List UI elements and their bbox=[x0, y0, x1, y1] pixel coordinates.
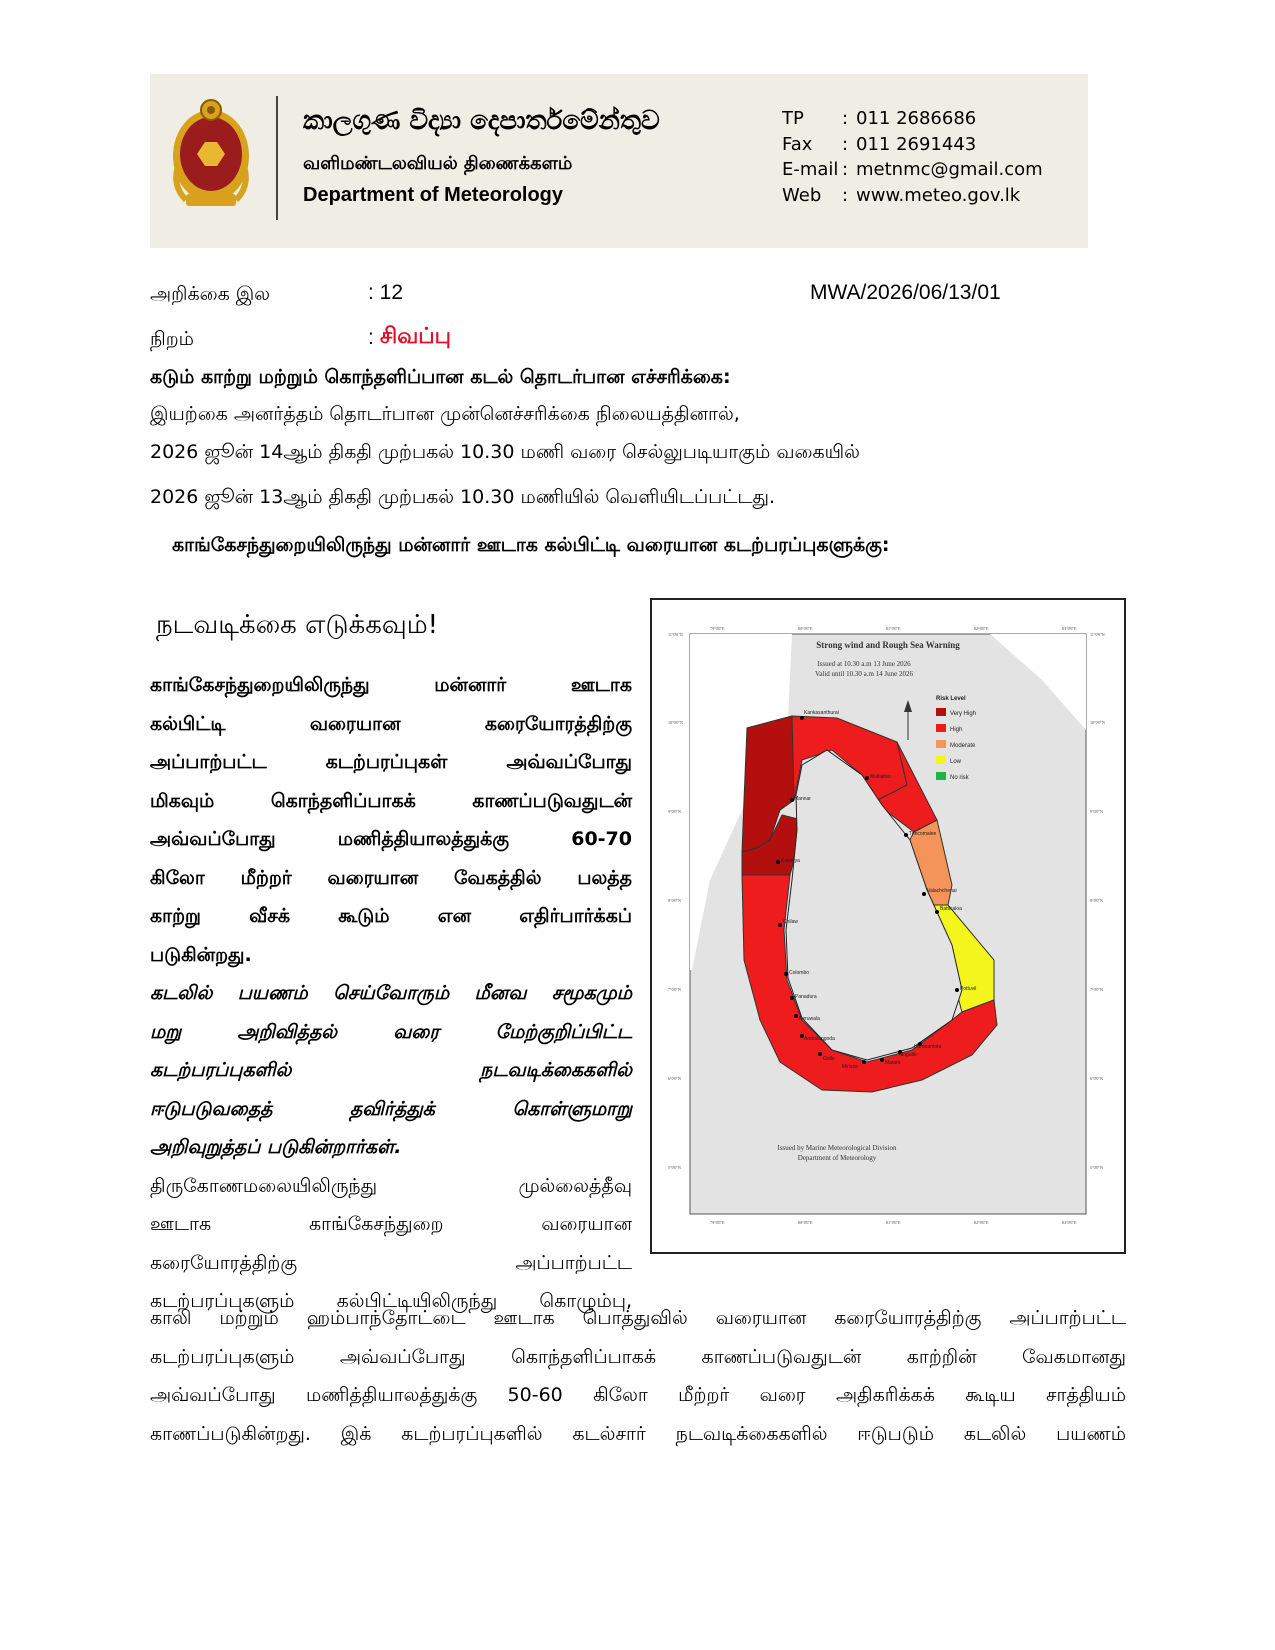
map-issued: Issued at 10.30 a.m 13 June 2026 bbox=[817, 660, 911, 668]
place-label: Kalpitiya bbox=[781, 858, 800, 864]
lon-tick: 81°0'0"E bbox=[886, 1220, 901, 1225]
action-line: அவ்வப்போது மணித்தியாலத்துக்கு 60-70 bbox=[150, 828, 632, 850]
lat-tick: 10°0'0"N bbox=[1090, 720, 1105, 725]
advisory-line: கடலில் பயணம் செய்வோரும் மீனவ சமூகமும் bbox=[150, 982, 632, 1004]
contact-web[interactable]: Web : www.meteo.gov.lk bbox=[782, 184, 1021, 206]
map-title: Strong wind and Rough Sea Warning bbox=[816, 640, 960, 650]
legend-title: Risk Level bbox=[936, 696, 966, 702]
legend-label: Low bbox=[950, 759, 962, 765]
action-text bbox=[150, 666, 632, 1321]
lon-tick: 79°0'0"E bbox=[710, 626, 725, 631]
lat-tick: 6°0'0"N bbox=[1090, 1076, 1103, 1081]
dept-name-sinhala: කාලගුණ විද්‍යා දෙපාර්තමේන්තුව bbox=[303, 106, 660, 136]
lon-tick: 82°0'0"E bbox=[974, 1220, 989, 1225]
advisory-line: அறிவுறுத்தப் படுகின்றார்கள். bbox=[150, 1136, 402, 1158]
coast-line: கடற்பரப்புகளும் கல்பிட்டியிலிருந்து கொழும்பு, bbox=[150, 1290, 632, 1312]
place-label: Galle bbox=[823, 1056, 835, 1062]
color-separator: : bbox=[368, 326, 374, 349]
color-label: நிறம் bbox=[150, 328, 194, 350]
action-line: படுகின்றது. bbox=[150, 943, 252, 966]
header-divider bbox=[276, 96, 278, 220]
report-number-value: : 12 bbox=[368, 281, 404, 304]
place-label: Chilaw bbox=[783, 919, 799, 925]
warning-map bbox=[650, 598, 1126, 1254]
legend-label: High bbox=[950, 727, 963, 733]
place-label: Colombo bbox=[789, 970, 810, 976]
lat-tick: 10°0'0"N bbox=[668, 720, 683, 725]
color-value: சிவப்பு bbox=[380, 324, 452, 349]
lat-tick: 8°0'0"N bbox=[668, 898, 681, 903]
national-emblem-icon bbox=[170, 96, 252, 212]
lat-tick: 11°0'0"N bbox=[668, 632, 683, 637]
continuation-line: காலி மற்றும் ஹம்பாந்தோட்டை ஊடாக பொத்துவில் வரையான கரையோரத்திற்கு அப்பாற்பட்ட bbox=[150, 1307, 1126, 1329]
legend-swatch bbox=[936, 708, 946, 716]
lat-tick: 5°0'0"N bbox=[1090, 1165, 1103, 1170]
continuation-line: காணப்படுகின்றது. இக் கடற்பரப்புகளில் கடல்சார் நடவடிக்கைகளில் ஈடுபடும் கடலில் பயணம் bbox=[150, 1422, 1126, 1445]
dept-name-tamil: வளிமண்டலவியல் திணைக்களம் bbox=[303, 153, 573, 174]
contact-phone: TP : 011 2686686 bbox=[782, 108, 977, 129]
place-label: Valachchenai bbox=[927, 888, 957, 894]
place-label: Kankasanthurai bbox=[804, 710, 839, 716]
coast-line: ஊடாக காங்கேசந்துறை வரையான bbox=[150, 1213, 632, 1235]
action-line: கிலோ மீற்றர் வரையான வேகத்தில் பலத்த bbox=[150, 866, 632, 889]
coast-line: திருகோணமலையிலிருந்து முல்லைத்தீவு bbox=[150, 1174, 632, 1197]
legend-swatch bbox=[936, 740, 946, 748]
contact-email[interactable]: E-mail : metnmc@gmail.com bbox=[782, 159, 1043, 180]
lon-tick: 81°0'0"E bbox=[886, 626, 901, 631]
place-label: Panadura bbox=[795, 994, 817, 1000]
continuation-line: கடற்பரப்புகளும் அவ்வப்போது கொந்தளிப்பாகக் காணப்படுவதுடன் காற்றின் வேகமானது bbox=[150, 1345, 1126, 1368]
lat-tick: 9°0'0"N bbox=[1090, 809, 1103, 814]
legend-swatch bbox=[936, 724, 946, 732]
action-line: அப்பாற்பட்ட கடற்பரப்புகள் அவ்வப்போது bbox=[150, 751, 632, 773]
place-label: Mannar bbox=[794, 796, 811, 802]
coast-line: கரையோரத்திற்கு அப்பாற்பட்ட bbox=[150, 1251, 632, 1274]
lat-tick: 7°0'0"N bbox=[1090, 987, 1103, 992]
lon-tick: 80°0'0"E bbox=[798, 626, 813, 631]
action-line: காங்கேசந்துறையிலிருந்து மன்னார் ஊடாக bbox=[150, 674, 632, 696]
place-label: Mirissa bbox=[842, 1064, 858, 1070]
map-footer-division: Issued by Marine Meteorological Division bbox=[777, 1144, 897, 1152]
legend-label: Moderate bbox=[950, 743, 976, 749]
warning-title: கடும் காற்று மற்றும் கொந்தளிப்பான கடல் தொடர்பான எச்சரிக்கை: bbox=[150, 366, 731, 388]
place-label: Beruwala bbox=[799, 1016, 820, 1022]
lon-tick: 83°0'0"E bbox=[1062, 1220, 1077, 1225]
place-label: Trincomalee bbox=[909, 831, 937, 837]
lat-tick: 6°0'0"N bbox=[668, 1076, 681, 1081]
lat-tick: 9°0'0"N bbox=[668, 809, 681, 814]
lat-tick: 7°0'0"N bbox=[668, 987, 681, 992]
continuation-text bbox=[150, 1299, 1126, 1453]
place-label: Mullaitivu bbox=[870, 774, 891, 780]
action-title: நடவடிக்கை எடுக்கவும்! bbox=[156, 610, 439, 640]
advisory-line: மறு அறிவித்தல் வரை மேற்குறிப்பிட்ட bbox=[150, 1020, 632, 1043]
contact-fax: Fax : 011 2691443 bbox=[782, 133, 977, 155]
action-line: மிகவும் கொந்தளிப்பாகக் காணப்படுவதுடன் bbox=[150, 789, 632, 812]
map-svg bbox=[652, 600, 1124, 1252]
region-heading: காங்கேசந்துறையிலிருந்து மன்னார் ஊடாக கல்பிட்டி வரையான கடற்பரப்புகளுக்கு: bbox=[172, 534, 890, 556]
dept-name-english: Department of Meteorology bbox=[303, 184, 564, 206]
place-label: Pottuvil bbox=[960, 986, 977, 992]
issued-at-line: 2026 ஜூன் 13ஆம் திகதி முற்பகல் 10.30 மணியில் வெளியிடப்பட்டது. bbox=[150, 486, 776, 508]
place-label: Batticaloa bbox=[940, 906, 962, 912]
legend-label: No risk bbox=[950, 775, 969, 781]
report-number-label: அறிக்கை இல bbox=[150, 283, 271, 305]
lat-tick: 8°0'0"N bbox=[1090, 898, 1103, 903]
valid-until-line: 2026 ஜூன் 14ஆம் திகதி முற்பகல் 10.30 மணி வரை செல்லுபடியாகும் வகையில் bbox=[150, 441, 860, 463]
advisory-line: ஈடுபடுவதைத் தவிர்த்துக் கொள்ளுமாறு bbox=[150, 1097, 632, 1120]
legend-swatch bbox=[936, 756, 946, 764]
place-label: Ambalangoda bbox=[804, 1036, 835, 1042]
action-line: கல்பிட்டி வரையான கரையோரத்திற்கு bbox=[150, 712, 632, 735]
contact-block bbox=[782, 106, 1043, 208]
lon-tick: 82°0'0"E bbox=[974, 626, 989, 631]
lon-tick: 80°0'0"E bbox=[798, 1220, 813, 1225]
map-valid: Valid until 10.30 a.m 14 June 2026 bbox=[815, 670, 913, 678]
map-footer-department: Department of Meteorology bbox=[797, 1154, 877, 1162]
lon-tick: 79°0'0"E bbox=[710, 1220, 725, 1225]
lat-tick: 11°0'0"N bbox=[1090, 632, 1105, 637]
legend-swatch bbox=[936, 772, 946, 780]
legend-label: Very High bbox=[950, 711, 977, 717]
continuation-line: அவ்வப்போது மணித்தியாலத்துக்கு 50-60 கிலோ மீற்றர் வரை அதிகரிக்கக் கூடிய சாத்தியம் bbox=[150, 1384, 1126, 1406]
lon-tick: 83°0'0"E bbox=[1062, 626, 1077, 631]
report-reference: MWA/2026/06/13/01 bbox=[810, 281, 1001, 304]
place-label: Hambantota bbox=[914, 1044, 942, 1050]
advisory-line: கடற்பரப்புகளில் நடவடிக்கைகளில் bbox=[150, 1059, 632, 1081]
action-line: காற்று வீசக் கூடும் என எதிர்பார்க்கப் bbox=[150, 905, 632, 927]
place-label: Tangalle bbox=[898, 1052, 917, 1058]
lat-tick: 5°0'0"N bbox=[668, 1165, 681, 1170]
issued-by-line: இயற்கை அனர்த்தம் தொடர்பான முன்னெச்சரிக்கை நிலையத்தினால், bbox=[150, 403, 740, 425]
place-label: Matara bbox=[885, 1060, 901, 1066]
